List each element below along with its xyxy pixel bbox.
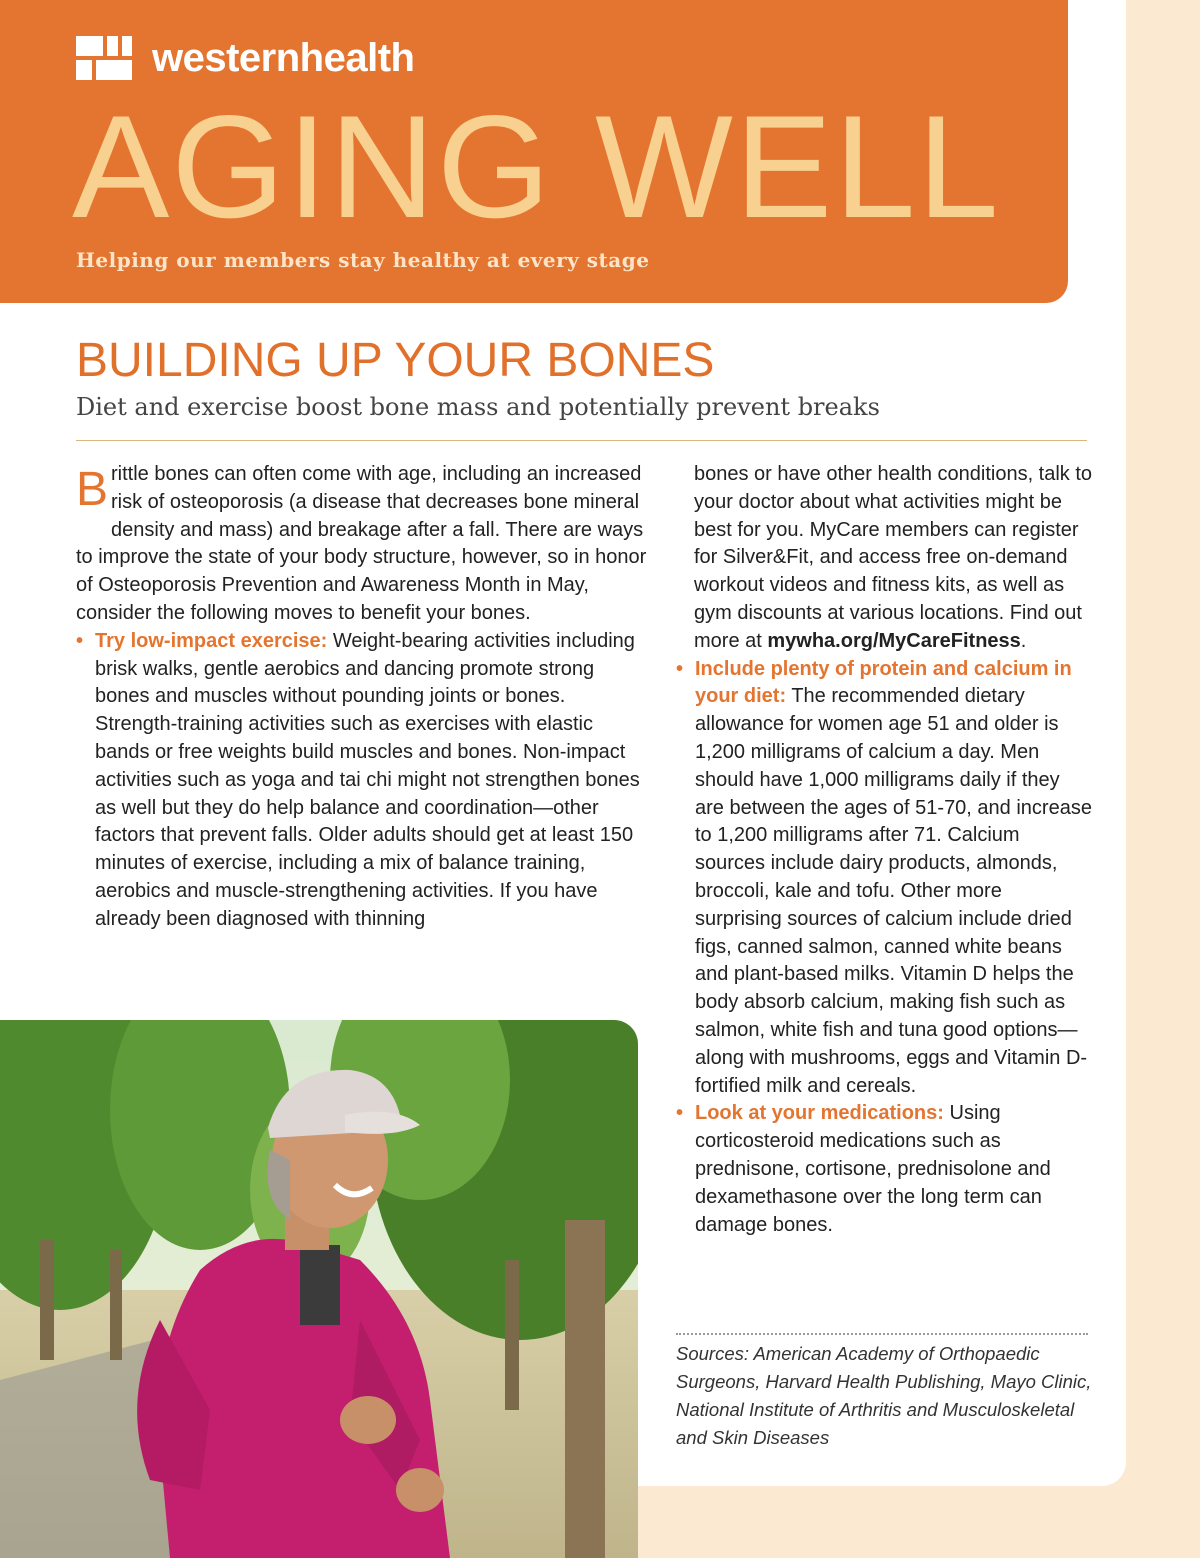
sources-note: Sources: American Academy of Orthopaedic Surgeons, Harvard Health Publishing, Mayo Clinic, National Institute of Arthritis and Musculoskeletal and Skin Diseases (676, 1343, 1092, 1448)
article-column-left (76, 461, 648, 934)
drop-cap: B (76, 463, 109, 516)
bullet-lead: Include plenty of protein and calcium in your diet: (695, 657, 1072, 708)
bullet-text: Weight-bearing activities including brisk walks, gentle aerobics and dancing promote strong bones and muscles without pounding joints or bones. Strength-training activities such as exercises with elastic bands or free weights build muscles and bones. Non-impact activities such as yoga and tai chi might not strengthen bones as well but they do help balance and coordination—other factors that prevent falls. Older adults should get at least 150 minutes of exercise, including a mix of balance training, aerobics and muscle-strengthening activities. If you have already been diagnosed with thinning (95, 629, 640, 930)
divider (76, 440, 1087, 441)
bullet-tail: . (1020, 629, 1027, 652)
bullet-continuation (676, 461, 1094, 656)
bullet-text: The recommended dietary allowance for women age 51 and older is 1,200 milligrams of calcium a day. Men should have 1,000 milligrams daily if they are between the ages of 51-70, and increase to 1,200 milligrams after 71. Calcium sources include dairy products, almonds, broccoli, kale and tofu. Other more surprising sources of calcium include dried figs, canned salmon, canned white beans and plant-based milks. Vitamin D helps the body absorb calcium, making fish such as salmon, white fish and tuna good options—along with mushrooms, eggs and Vitamin D-fortified milk and cereals. (695, 685, 1092, 1097)
tips-list-continued (676, 656, 1094, 1240)
tips-list (76, 628, 648, 934)
bullet-lead: Look at your medications: (695, 1102, 944, 1125)
brand-logo[interactable] (76, 36, 414, 80)
list-item (76, 628, 648, 934)
jogging-woman-photo (0, 1020, 638, 1558)
masthead (0, 0, 1068, 303)
article-headline: BUILDING UP YOUR BONES (76, 334, 715, 387)
article-subhead: Diet and exercise boost bone mass and potentially prevent breaks (76, 393, 880, 421)
sources-divider (676, 1333, 1088, 1335)
article-column-right (676, 461, 1094, 1239)
bullet-text: Using corticosteroid medications such as prednisone, cortisone, prednisolone and dexamethasone over the long term can damage bones. (695, 1102, 1051, 1236)
mycarefitness-link[interactable]: mywha.org/MyCareFitness (767, 629, 1021, 652)
intro-text: rittle bones can often come with age, including an increased risk of osteoporosis (a disease that decreases bone mineral density and mass) and breakage after a fall. There are ways to improve the state of your body structure, however, so in honor of Osteoporosis Prevention and Awareness Month in May, consider the following moves to benefit your bones. (76, 463, 647, 624)
intro-paragraph (76, 461, 648, 628)
list-item (676, 1100, 1094, 1239)
westernhealth-logo-icon (76, 36, 132, 80)
bullet-text-continued: bones or have other health conditions, talk to your doctor about what activities might be best for you. MyCare members can register for Silver&Fit, and access free on-demand workout videos and fitness kits, as well as gym discounts at various locations. Find out more at (694, 463, 1093, 652)
list-item (676, 656, 1094, 1101)
masthead-title: AGING WELL (72, 85, 1001, 248)
brand-name: westernhealth (152, 36, 415, 80)
bullet-lead: Try low-impact exercise: (95, 629, 328, 652)
masthead-tagline: Helping our members stay healthy at every stage (76, 248, 650, 272)
